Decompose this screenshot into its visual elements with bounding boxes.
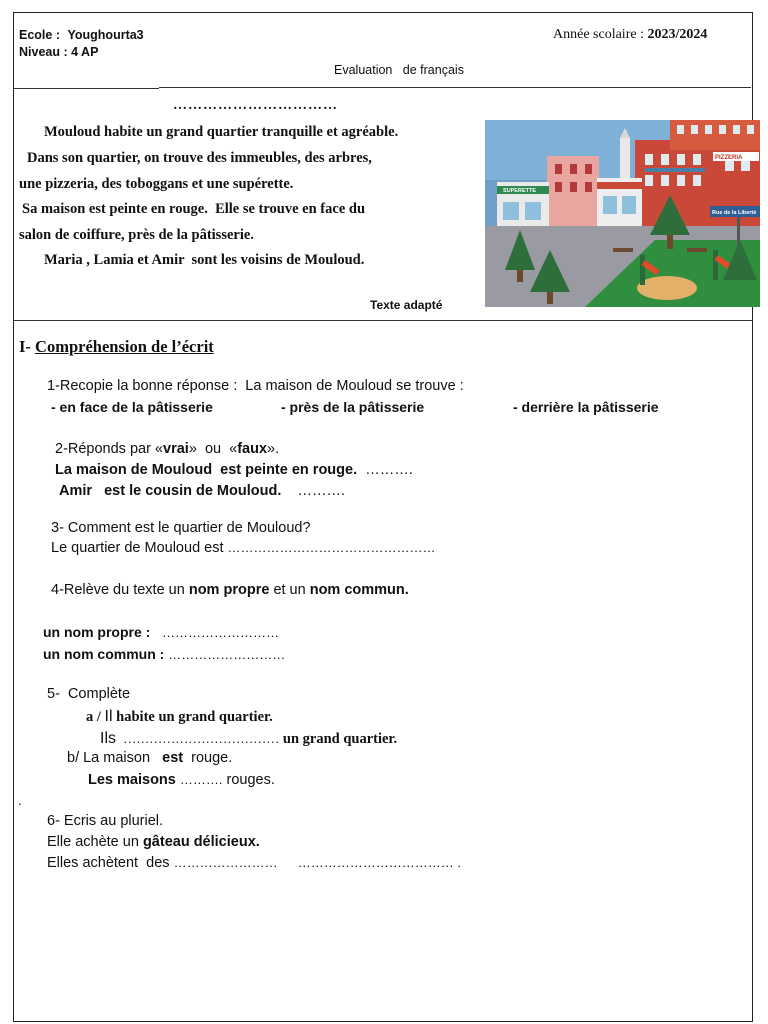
q1-option-1: - en face de la pâtisserie: [51, 399, 213, 415]
q2-statement-2-text: Amir est le cousin de Mouloud.: [59, 483, 282, 499]
q2-statement-1-dots: ……….: [365, 462, 413, 478]
q5-a-line-2: [100, 730, 397, 748]
q5-b-prefix: b/ La maison: [67, 750, 151, 766]
q4-common-noun-line: [43, 646, 285, 662]
text-line-2: Dans son quartier, on trouve des immeubles, des arbres,: [27, 150, 372, 166]
q2-statement-2-dots: ……….: [297, 483, 346, 499]
pizzeria-sign: PIZZERIA: [715, 155, 743, 161]
evaluation-title: Evaluation de français: [334, 63, 464, 77]
q5-b-rest: rouge.: [191, 750, 233, 766]
q6-line-1-bold: gâteau délicieux.: [142, 834, 260, 850]
q2-statement-1: [55, 462, 413, 478]
text-line-3: une pizzeria, des toboggans et une supérette.: [19, 176, 294, 192]
q3-answer-start: Le quartier de Mouloud est: [51, 540, 224, 556]
question-3-prompt: 3- Comment est le quartier de Mouloud?: [51, 520, 311, 536]
q2-statement-1-text: La maison de Mouloud est peinte en rouge.: [55, 462, 358, 478]
q5-b-line-2: [88, 772, 275, 788]
q2-prompt-c: ».: [267, 441, 280, 457]
q2-prompt-b: » ou «: [188, 441, 238, 457]
q5-a2-dots: ………………………………: [123, 731, 280, 746]
text-line-5: salon de coiffure, près de la pâtisserie.: [19, 227, 254, 243]
text-line-4: Sa maison est peinte en rouge. Elle se trouve en face du: [22, 201, 366, 217]
school-label: Ecole :: [19, 28, 60, 42]
question-1-prompt: 1-Recopie la bonne réponse : La maison de Mouloud se trouve :: [47, 378, 464, 394]
q6-line-1-start: Elle achète un: [47, 834, 139, 850]
q4-common-noun-dots: ………………………: [168, 647, 286, 662]
q6-line-1: [47, 834, 260, 850]
q2-faux: faux: [237, 441, 268, 457]
q5-b2-dots: ……….: [179, 772, 223, 787]
q2-vrai: vrai: [163, 441, 189, 457]
year-label: Année scolaire :: [553, 27, 644, 42]
q4-common-noun-label: un nom commun :: [43, 646, 165, 662]
section-divider: [13, 320, 753, 321]
q5-a2-pronoun: Ils: [100, 730, 116, 747]
section-title: [19, 337, 214, 357]
q5-a-prefix: a /: [86, 709, 105, 725]
q4-proper-noun-label: un nom propre :: [43, 624, 151, 640]
header-divider-right: [159, 87, 751, 88]
q3-answer-line: [51, 540, 436, 556]
question-5-prompt: 5- Complète: [47, 686, 131, 702]
q3-answer-dots: …………………………………………: [227, 540, 436, 555]
question-2-prompt: [55, 441, 279, 457]
superette-sign: SUPERETTE: [503, 188, 537, 194]
text-line-6: Maria , Lamia et Amir sont les voisins de Mouloud.: [44, 252, 365, 268]
q6-line-2: [47, 855, 461, 871]
neighborhood-illustration: [485, 120, 760, 307]
q2-prompt-a: 2-Réponds par «: [55, 441, 164, 457]
school-name: Youghourta3: [67, 28, 144, 42]
question-4-prompt: [51, 582, 409, 598]
q4-proper-noun-dots: ………………………: [162, 625, 279, 640]
q4-bold-b: nom commun.: [309, 582, 409, 598]
q6-line-2-dots-2: ……………………………… .: [297, 855, 461, 870]
q5-a2-rest: un grand quartier.: [282, 731, 398, 747]
question-6-prompt: 6- Ecris au pluriel.: [47, 813, 164, 829]
level-label: Niveau : 4 AP: [19, 45, 99, 59]
q5-a-pronoun: Il: [104, 708, 113, 725]
section-number: I-: [19, 337, 31, 356]
stray-dot: .: [18, 793, 22, 808]
q4-proper-noun-line: [43, 624, 279, 640]
text-title-dots: ……………………………: [173, 98, 338, 113]
q6-line-2-dots-1: ……………………: [173, 855, 278, 870]
text-line-1: Mouloud habite un grand quartier tranquille et agréable.: [44, 124, 399, 140]
q1-option-3: - derrière la pâtisserie: [513, 399, 659, 415]
street-sign: Rue de la Liberté: [712, 210, 757, 216]
school-line: [19, 28, 144, 42]
q5-a-line-1: [86, 708, 273, 726]
year-value: 2023/2024: [647, 27, 708, 42]
q4-prompt-a: 4-Relève du texte un: [51, 582, 185, 598]
q4-prompt-b: et un: [273, 582, 306, 598]
q5-b2-rest: rouges.: [226, 772, 275, 788]
q2-statement-2: [59, 483, 345, 499]
header-divider-left: [13, 88, 159, 89]
section-title-text: Compréhension de l’écrit: [35, 337, 214, 356]
q5-a-rest: habite un grand quartier.: [116, 709, 273, 725]
q5-b-line-1: [67, 750, 232, 766]
q4-bold-a: nom propre: [188, 582, 270, 598]
q5-b-bold: est: [162, 750, 184, 766]
school-year: [553, 27, 707, 43]
q5-b2-bold: Les maisons: [88, 772, 176, 788]
q6-line-2-start: Elles achètent des: [47, 855, 170, 871]
q1-option-2: - près de la pâtisserie: [281, 399, 425, 415]
text-source: Texte adapté: [370, 298, 443, 312]
